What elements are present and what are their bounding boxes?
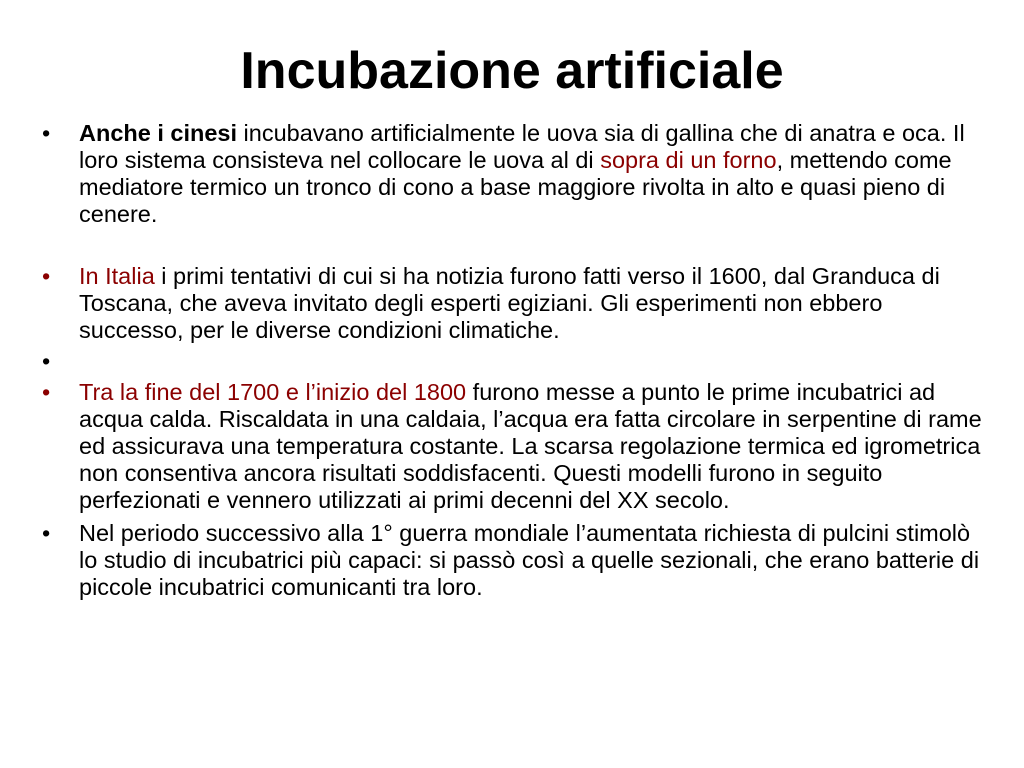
bullet-lead-red: Tra la fine del 1700 e l’inizio del 1800 [79,379,467,405]
slide-title: Incubazione artificiale [240,42,784,100]
bullet-marker: • [42,263,51,289]
bullet-item-1700-1800 [42,379,982,514]
bullet-highlight-red: sopra di un forno [600,147,777,173]
bullet-marker: • [42,120,51,146]
bullet-text: incubavano artificialmente le uova sia di gallina che di anatra e oca. Il loro sistema consisteva nel collocare le uova al di [79,120,965,173]
bullet-item-dopoguerra [42,520,982,601]
bullet-text: , mettendo come mediatore termico un tronco di cono a base maggiore rivolta in alto e quasi pieno di cenere. [79,147,952,227]
bullet-text: furono messe a punto le prime incubatrici ad acqua calda. Riscaldata in una caldaia, l’acqua era fatta circolare in serpentine di rame ed assicurava una temperatura costante. La scarsa regolazione termica ed igrometrica non consentiva ancora risultati soddisfacenti. Questi modelli furono in seguito perfezionati e vennero utilizzati ai primi decenni del XX secolo. [79,379,982,513]
bullet-text: i primi tentativi di cui si ha notizia furono fatti verso il 1600, dal Granduca di Toscana, che aveva invitato degli esperti egiziani. Gli esperimenti non ebbero successo, per le diverse condizioni climatiche. [79,263,940,343]
bullet-marker: • [42,520,51,546]
bullet-list [42,120,982,601]
bullet-lead-bold: Anche i cinesi [79,120,238,146]
bullet-item-italia [42,263,982,344]
bullet-marker: • [42,379,51,405]
bullet-item-empty [42,348,982,375]
bullet-text: Nel periodo successivo alla 1° guerra mondiale l’aumentata richiesta di pulcini stimolò lo studio di incubatrici più capaci: si passò così a quelle sezionali, che erano batterie di piccole incubatrici comunicanti tra loro. [79,520,980,600]
bullet-lead-red: In Italia [79,263,155,289]
bullet-item-cinesi [42,120,982,228]
bullet-marker: • [42,348,51,374]
